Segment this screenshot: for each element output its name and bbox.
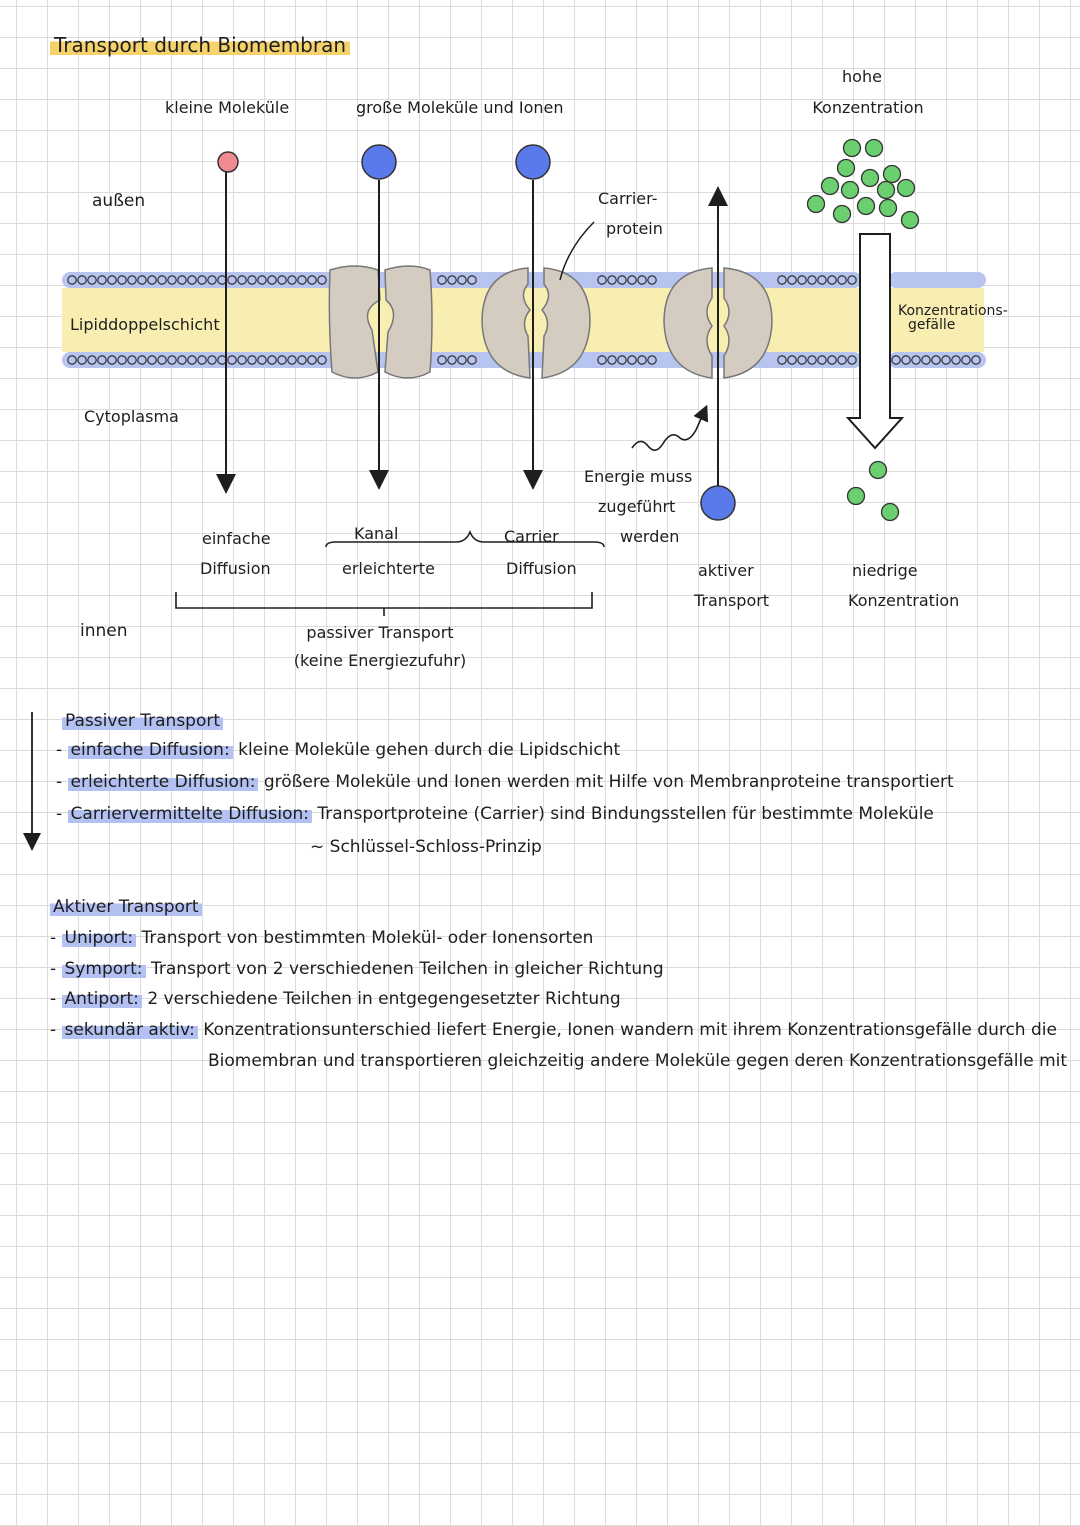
green-molecule (838, 160, 855, 177)
label-simple-line2: Diffusion (200, 559, 271, 578)
label-diffusion: Diffusion (506, 559, 577, 578)
green-molecule (882, 504, 899, 521)
label-active-line1: aktiver (698, 561, 754, 580)
active-item: - sekundär aktiv: Konzentrationsunterschied liefert Energie, Ionen wandern mit ihrem Konzentrationsgefälle durch die (50, 1020, 1057, 1040)
active-term: Symport: (62, 959, 146, 979)
green-molecule (858, 198, 875, 215)
bracket-passive (176, 592, 592, 616)
passive-heading: Passiver Transport (62, 712, 223, 731)
large-molecule-active (701, 486, 735, 520)
passive-text: Transportproteine (Carrier) sind Bindungsstellen für bestimmte Moleküle (317, 804, 934, 824)
green-molecule (878, 182, 895, 199)
large-molecule-carrier (516, 145, 550, 179)
green-molecule (880, 200, 897, 217)
passive-text: kleine Moleküle gehen durch die Lipidschicht (238, 740, 621, 760)
label-lipid-bilayer: Lipiddoppelschicht (70, 315, 220, 334)
label-carrier: Carrier (504, 527, 559, 546)
label-carrier-protein-line1: Carrier- (598, 189, 658, 208)
green-molecule (848, 488, 865, 505)
active-text: Transport von 2 verschiedenen Teilchen in gleicher Richtung (150, 959, 664, 979)
label-low-line2: Konzentration (848, 591, 960, 610)
label-energy-line3: werden (620, 527, 680, 546)
label-low-line1: niedrige (852, 561, 918, 580)
passive-item: - einfache Diffusion: kleine Moleküle gehen durch die Lipidschicht (56, 740, 621, 760)
label-passive-line2: (keine Energiezufuhr) (293, 651, 467, 670)
label-large-molecules: große Moleküle und Ionen (356, 98, 564, 117)
active-term: sekundär aktiv: (62, 1020, 198, 1040)
green-molecule (822, 178, 839, 195)
label-high-line1: hohe (842, 67, 882, 86)
green-molecule (866, 140, 883, 157)
active-item: - Uniport: Transport von bestimmten Molekül- oder Ionensorten (50, 928, 594, 948)
active-item: - Antiport: 2 verschiedene Teilchen in entgegengesetzter Richtung (50, 989, 621, 1009)
energy-squiggle-icon (632, 412, 704, 450)
label-facilitated: erleichterte (342, 559, 435, 578)
large-molecule-channel (362, 145, 396, 179)
phospholipid-band-top-right (888, 272, 986, 288)
green-molecule (862, 170, 879, 187)
green-molecules-high (808, 140, 919, 229)
green-molecule (902, 212, 919, 229)
green-molecules-low (848, 462, 899, 521)
green-molecule (870, 462, 887, 479)
label-simple-line1: einfache (202, 529, 271, 548)
label-gradient-line1: Konzentrations- (898, 303, 1008, 319)
green-molecule (898, 180, 915, 197)
active-term: Antiport: (62, 989, 142, 1009)
passive-note: ~ Schlüssel-Schloss-Prinzip (310, 837, 542, 857)
label-gradient-line2: gefälle (908, 317, 956, 333)
passive-text: größere Moleküle und Ionen werden mit Hilfe von Membranproteine transportiert (263, 772, 954, 792)
active-text: 2 verschiedene Teilchen in entgegengesetzter Richtung (147, 989, 621, 1009)
label-high-line2: Konzentration (812, 98, 924, 117)
page-title: Transport durch Biomembran (50, 34, 350, 56)
passive-term: einfache Diffusion: (68, 740, 233, 760)
label-channel: Kanal (354, 524, 399, 543)
active-continuation: Biomembran und transportieren gleichzeitig andere Moleküle gegen deren Konzentrationsgefälle mit (208, 1051, 1068, 1071)
green-molecule (842, 182, 859, 199)
label-energy-line2: zugeführt (598, 497, 676, 516)
label-inside: innen (80, 621, 128, 641)
label-outside: außen (92, 191, 146, 211)
green-molecule (884, 166, 901, 183)
active-item: - Symport: Transport von 2 verschiedenen Teilchen in gleicher Richtung (50, 959, 664, 979)
label-active-line2: Transport (694, 591, 770, 610)
passive-item: - Carriervermittelte Diffusion: Transportproteine (Carrier) sind Bindungsstellen für bestimmte Moleküle (56, 804, 934, 824)
label-carrier-protein-line2: protein (606, 219, 663, 238)
small-molecule (218, 152, 238, 172)
passive-term: erleichterte Diffusion: (68, 772, 259, 792)
label-cytoplasm: Cytoplasma (84, 407, 179, 426)
green-molecule (844, 140, 861, 157)
active-term: Uniport: (62, 928, 137, 948)
green-molecule (808, 196, 825, 213)
label-small-molecules: kleine Moleküle (165, 98, 290, 117)
active-text: Transport von bestimmten Molekül- oder Ionensorten (141, 928, 594, 948)
carrier-label-pointer (560, 222, 594, 280)
label-passive-line1: passiver Transport (306, 623, 454, 642)
active-text: Konzentrationsunterschied liefert Energie, Ionen wandern mit ihrem Konzentrationsgefälle durch die (203, 1020, 1057, 1040)
passive-item: - erleichterte Diffusion: größere Moleküle und Ionen werden mit Hilfe von Membranproteine transportiert (56, 772, 954, 792)
label-energy-line1: Energie muss (584, 467, 693, 486)
active-heading: Aktiver Transport (50, 898, 202, 917)
green-molecule (834, 206, 851, 223)
passive-term: Carriervermittelte Diffusion: (68, 804, 312, 824)
